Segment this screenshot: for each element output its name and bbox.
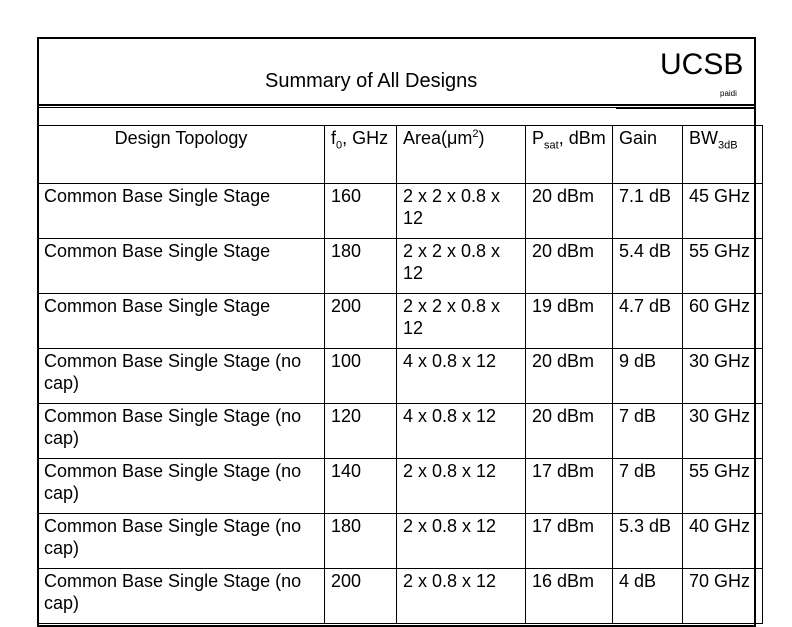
cell-area: 2 x 0.8 x 12 — [397, 514, 526, 569]
cell-gain: 5.3 dB — [613, 514, 683, 569]
cell-bw: 45 GHz — [683, 184, 763, 239]
table-row — [38, 569, 763, 624]
cell-gain: 7 dB — [613, 404, 683, 459]
cell-area: 2 x 0.8 x 12 — [397, 569, 526, 624]
cell-bw: 55 GHz — [683, 459, 763, 514]
cell-topology: Common Base Single Stage — [38, 294, 325, 349]
cell-gain: 9 dB — [613, 349, 683, 404]
cell-psat: 20 dBm — [526, 239, 613, 294]
cell-bw: 55 GHz — [683, 239, 763, 294]
header-bw: $BW_{3dB}$ — [683, 126, 763, 184]
cell-topology: Common Base Single Stage (no cap) — [38, 459, 325, 514]
cell-f0: 180 — [325, 514, 397, 569]
table-row — [38, 404, 763, 459]
table-row — [38, 294, 763, 349]
cell-gain: 4.7 dB — [613, 294, 683, 349]
cell-f0: 120 — [325, 404, 397, 459]
cell-f0: 180 — [325, 239, 397, 294]
cell-topology: Common Base Single Stage (no cap) — [38, 404, 325, 459]
cell-topology: Common Base Single Stage (no cap) — [38, 349, 325, 404]
cell-bw: 30 GHz — [683, 404, 763, 459]
header-gain: Gain — [613, 126, 683, 184]
cell-f0: 160 — [325, 184, 397, 239]
cell-bw: 40 GHz — [683, 514, 763, 569]
header-area: $Area(\mu m^2)$ — [397, 126, 526, 184]
cell-topology: Common Base Single Stage — [38, 239, 325, 294]
cell-psat: 20 dBm — [526, 349, 613, 404]
slide-title: Summary of All Designs — [265, 70, 478, 92]
cell-area: 2 x 2 x 0.8 x 12 — [397, 184, 526, 239]
cell-psat: 20 dBm — [526, 404, 613, 459]
header-psat: $P_{sat}$, dBm — [526, 126, 613, 184]
cell-gain: 5.4 dB — [613, 239, 683, 294]
cell-area: 4 x 0.8 x 12 — [397, 349, 526, 404]
cell-topology: Common Base Single Stage (no cap) — [38, 569, 325, 624]
cell-psat: 17 dBm — [526, 459, 613, 514]
header-divider — [37, 104, 756, 106]
cell-bw: 60 GHz — [683, 294, 763, 349]
cell-psat: 20 dBm — [526, 184, 613, 239]
cell-gain: 7.1 dB — [613, 184, 683, 239]
designs-summary-table — [37, 125, 763, 624]
cell-area: 2 x 0.8 x 12 — [397, 459, 526, 514]
table-row — [38, 184, 763, 239]
cell-topology: Common Base Single Stage (no cap) — [38, 514, 325, 569]
cell-area: 4 x 0.8 x 12 — [397, 404, 526, 459]
cell-f0: 200 — [325, 569, 397, 624]
cell-f0: 100 — [325, 349, 397, 404]
cell-topology: Common Base Single Stage — [38, 184, 325, 239]
table-row — [38, 514, 763, 569]
author-label: paidi — [720, 89, 737, 98]
cell-bw: 30 GHz — [683, 349, 763, 404]
table-row — [38, 459, 763, 514]
cell-f0: 200 — [325, 294, 397, 349]
cell-gain: 4 dB — [613, 569, 683, 624]
table-header-row — [38, 126, 763, 184]
cell-area: 2 x 2 x 0.8 x 12 — [397, 239, 526, 294]
header-divider-thin — [37, 107, 756, 108]
cell-f0: 140 — [325, 459, 397, 514]
table-row — [38, 239, 763, 294]
ucsb-logo: UCSB — [660, 48, 744, 81]
header-topology: Design Topology — [38, 126, 325, 184]
cell-bw: 70 GHz — [683, 569, 763, 624]
table-row — [38, 349, 763, 404]
cell-psat: 17 dBm — [526, 514, 613, 569]
cell-psat: 19 dBm — [526, 294, 613, 349]
cell-psat: 16 dBm — [526, 569, 613, 624]
cell-area: 2 x 2 x 0.8 x 12 — [397, 294, 526, 349]
header-f0: $f_0$, GHz — [325, 126, 397, 184]
cell-gain: 7 dB — [613, 459, 683, 514]
